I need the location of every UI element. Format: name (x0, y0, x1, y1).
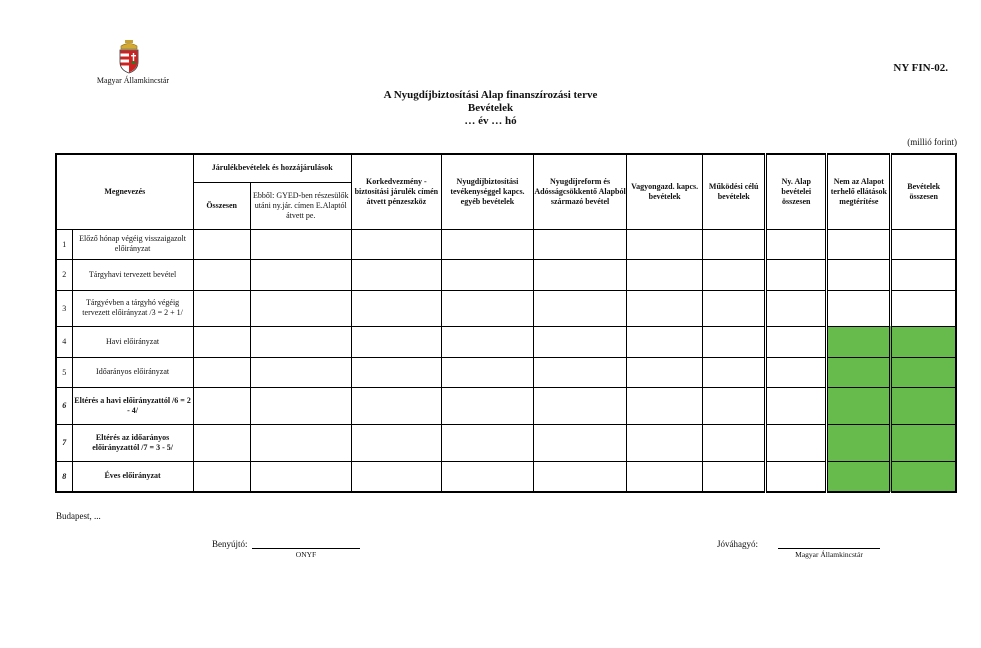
table-cell[interactable] (193, 259, 250, 290)
table-cell[interactable] (827, 259, 891, 290)
row-label: Időarányos előirányzat (72, 357, 193, 387)
table-cell[interactable] (827, 424, 891, 461)
table-cell[interactable] (627, 229, 703, 259)
table-cell[interactable] (250, 424, 351, 461)
table-row (56, 229, 956, 259)
table-cell[interactable] (250, 259, 351, 290)
table-row (56, 357, 956, 387)
table-cell[interactable] (891, 326, 956, 357)
row-label: Eltérés a havi előirányzattól /6 = 2 - 4/ (72, 387, 193, 424)
col-header-nyugdij-tev: Nyugdíjbiztosítási tevékenységgel kapcs. egyéb bevételek (441, 154, 533, 229)
table-cell[interactable] (766, 461, 827, 492)
row-label: Tárgyévben a tárgyhó végéig tervezett előirányzat /3 = 2 + 1/ (72, 290, 193, 326)
form-code: NY FIN-02. (893, 62, 948, 74)
table-cell[interactable] (250, 461, 351, 492)
row-number: 5 (56, 357, 72, 387)
table-cell[interactable] (627, 259, 703, 290)
table-cell[interactable] (891, 461, 956, 492)
col-header-osszesen: Összesen (193, 182, 250, 229)
table-cell[interactable] (891, 290, 956, 326)
table-cell[interactable] (766, 259, 827, 290)
table-cell[interactable] (351, 387, 441, 424)
approver-signature-line (778, 548, 880, 549)
table-cell[interactable] (534, 424, 627, 461)
table-cell[interactable] (627, 326, 703, 357)
col-header-ny-alap: Ny. Alap bevételei összesen (766, 154, 827, 229)
row-label: Éves előirányzat (72, 461, 193, 492)
table-cell[interactable] (891, 259, 956, 290)
table-row (56, 259, 956, 290)
table-cell[interactable] (627, 290, 703, 326)
table-cell[interactable] (827, 387, 891, 424)
table-cell[interactable] (703, 357, 766, 387)
financing-plan-table (55, 153, 957, 493)
table-cell[interactable] (441, 357, 533, 387)
table-cell[interactable] (351, 357, 441, 387)
issuer-name: Magyar Államkincstár (96, 76, 170, 85)
table-cell[interactable] (703, 461, 766, 492)
table-cell[interactable] (627, 461, 703, 492)
table-cell[interactable] (627, 424, 703, 461)
table-row (56, 424, 956, 461)
table-cell[interactable] (441, 461, 533, 492)
table-cell[interactable] (193, 387, 250, 424)
hungarian-coat-of-arms-icon (116, 40, 142, 74)
approver-label: Jóváhagyó: (717, 539, 758, 549)
table-cell[interactable] (766, 326, 827, 357)
table-cell[interactable] (766, 387, 827, 424)
table-cell[interactable] (703, 326, 766, 357)
col-header-bevetelek: Bevételek összesen (891, 154, 956, 229)
col-header-korkedvezmeny: Korkedvezmény - biztosítási járulék címén átvett pénzeszköz (351, 154, 441, 229)
table-cell[interactable] (703, 290, 766, 326)
row-number: 7 (56, 424, 72, 461)
table-cell[interactable] (193, 461, 250, 492)
table-cell[interactable] (891, 229, 956, 259)
table-cell[interactable] (250, 290, 351, 326)
col-header-group: Járulékbevételek és hozzájárulások (193, 154, 351, 182)
col-header-gyed: Ebből: GYED-ben részesülők utáni ny.jár. címen E.Alaptól átvett pe. (250, 182, 351, 229)
col-header-vagyon: Vagyongazd. kapcs. bevételek (627, 154, 703, 229)
table-cell[interactable] (766, 290, 827, 326)
table-cell[interactable] (441, 229, 533, 259)
table-cell[interactable] (827, 326, 891, 357)
table-row (56, 326, 956, 357)
table-cell[interactable] (703, 387, 766, 424)
table-cell[interactable] (703, 229, 766, 259)
table-cell[interactable] (534, 461, 627, 492)
col-header-name: Megnevezés (56, 154, 193, 229)
table-cell[interactable] (250, 357, 351, 387)
row-number: 8 (56, 461, 72, 492)
table-cell[interactable] (827, 357, 891, 387)
submitter-org: ONYF (295, 550, 317, 559)
document-title: A Nyugdíjbiztosítási Alap finanszírozási terve (383, 89, 598, 101)
table-cell[interactable] (351, 461, 441, 492)
table-cell[interactable] (193, 290, 250, 326)
table-cell[interactable] (703, 424, 766, 461)
table-row (56, 387, 956, 424)
document-subtitle: Bevételek (467, 102, 514, 114)
approver-org: Magyar Államkincstár (795, 550, 863, 559)
place-date: Budapest, ... (56, 511, 101, 521)
table-cell[interactable] (891, 424, 956, 461)
table-cell[interactable] (441, 259, 533, 290)
row-label: Előző hónap végéig visszaigazolt előirányzat (72, 229, 193, 259)
table-cell[interactable] (193, 424, 250, 461)
table-cell[interactable] (827, 290, 891, 326)
table-cell[interactable] (441, 387, 533, 424)
table-cell[interactable] (250, 229, 351, 259)
row-number: 1 (56, 229, 72, 259)
table-cell[interactable] (250, 387, 351, 424)
document-period: … év … hó (464, 115, 517, 127)
row-number: 2 (56, 259, 72, 290)
row-label: Eltérés az időarányos előirányzattól /7 = 3 - 5/ (72, 424, 193, 461)
row-label: Tárgyhavi tervezett bevétel (72, 259, 193, 290)
row-label: Havi előirányzat (72, 326, 193, 357)
table-cell[interactable] (703, 259, 766, 290)
table-cell[interactable] (441, 424, 533, 461)
table-row (56, 290, 956, 326)
table-cell[interactable] (534, 290, 627, 326)
table-row (56, 461, 956, 492)
table-cell[interactable] (766, 229, 827, 259)
table-cell[interactable] (351, 326, 441, 357)
table-cell[interactable] (766, 424, 827, 461)
table-cell[interactable] (193, 357, 250, 387)
unit-note: (millió forint) (907, 137, 957, 147)
table-cell[interactable] (534, 259, 627, 290)
col-header-reform: Nyugdíjreform és Adósságcsökkentő Alapból származó bevétel (534, 154, 627, 229)
table-cell[interactable] (441, 290, 533, 326)
col-header-mukodesi: Működési célú bevételek (703, 154, 766, 229)
table-cell[interactable] (534, 357, 627, 387)
row-number: 6 (56, 387, 72, 424)
table-cell[interactable] (351, 229, 441, 259)
table-cell[interactable] (827, 229, 891, 259)
table-cell[interactable] (891, 357, 956, 387)
table-cell[interactable] (441, 326, 533, 357)
table-cell[interactable] (534, 229, 627, 259)
table-cell[interactable] (627, 357, 703, 387)
row-number: 4 (56, 326, 72, 357)
table-cell[interactable] (891, 387, 956, 424)
table-cell[interactable] (534, 387, 627, 424)
table-cell[interactable] (351, 424, 441, 461)
row-number: 3 (56, 290, 72, 326)
table-cell[interactable] (827, 461, 891, 492)
table-cell[interactable] (627, 387, 703, 424)
table-cell[interactable] (193, 229, 250, 259)
table-cell[interactable] (351, 290, 441, 326)
submitter-label: Benyújtó: (212, 539, 248, 549)
table-cell[interactable] (351, 259, 441, 290)
table-cell[interactable] (534, 326, 627, 357)
col-header-nem-alap: Nem az Alapot terhelő ellátások megtérítése (827, 154, 891, 229)
table-cell[interactable] (193, 326, 250, 357)
table-cell[interactable] (250, 326, 351, 357)
submitter-signature-line (252, 548, 360, 549)
table-cell[interactable] (766, 357, 827, 387)
